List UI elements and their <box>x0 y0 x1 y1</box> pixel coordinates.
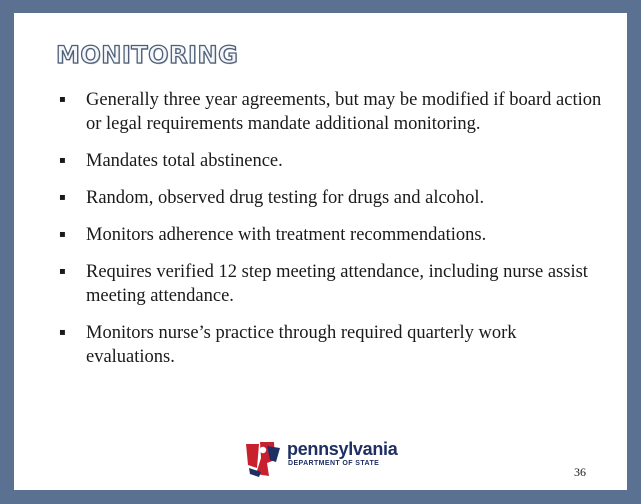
bullet-text: Mandates total abstinence. <box>86 151 283 171</box>
bullet-item <box>57 149 602 173</box>
bullet-item <box>57 260 602 308</box>
bullet-marker: ▪ <box>59 229 66 240</box>
bullet-marker: ▪ <box>59 94 66 105</box>
bullet-marker: ▪ <box>59 327 66 338</box>
bullet-text: Random, observed drug testing for drugs and alcohol. <box>86 188 485 208</box>
logo-department: DEPARTMENT OF STATE <box>288 460 380 467</box>
bullet-list <box>57 88 602 382</box>
bullet-item <box>57 88 602 136</box>
bullet-item <box>57 186 602 210</box>
bullet-text: Monitors nurse’s practice through required quarterly work evaluations. <box>86 323 517 367</box>
bullet-text: Requires verified 12 step meeting attendance, including nurse assist meeting attendance. <box>86 262 588 306</box>
pennsylvania-logo <box>242 438 407 478</box>
pennsylvania-keystone-logo-icon <box>242 438 284 478</box>
slide-title: MONITORING <box>56 41 239 69</box>
bullet-item <box>57 321 602 369</box>
bullet-text: Generally three year agreements, but may be modified if board action or legal requirements mandate additional monitoring. <box>86 90 602 134</box>
bullet-marker: ▪ <box>59 266 66 277</box>
page-number: 36 <box>574 465 586 479</box>
bullet-item <box>57 223 602 247</box>
bullet-marker: ▪ <box>59 155 66 166</box>
slide <box>14 13 627 490</box>
bullet-text: Monitors adherence with treatment recommendations. <box>86 225 487 245</box>
bullet-marker: ▪ <box>59 192 66 203</box>
logo-wordmark: pennsylvania <box>287 439 398 459</box>
